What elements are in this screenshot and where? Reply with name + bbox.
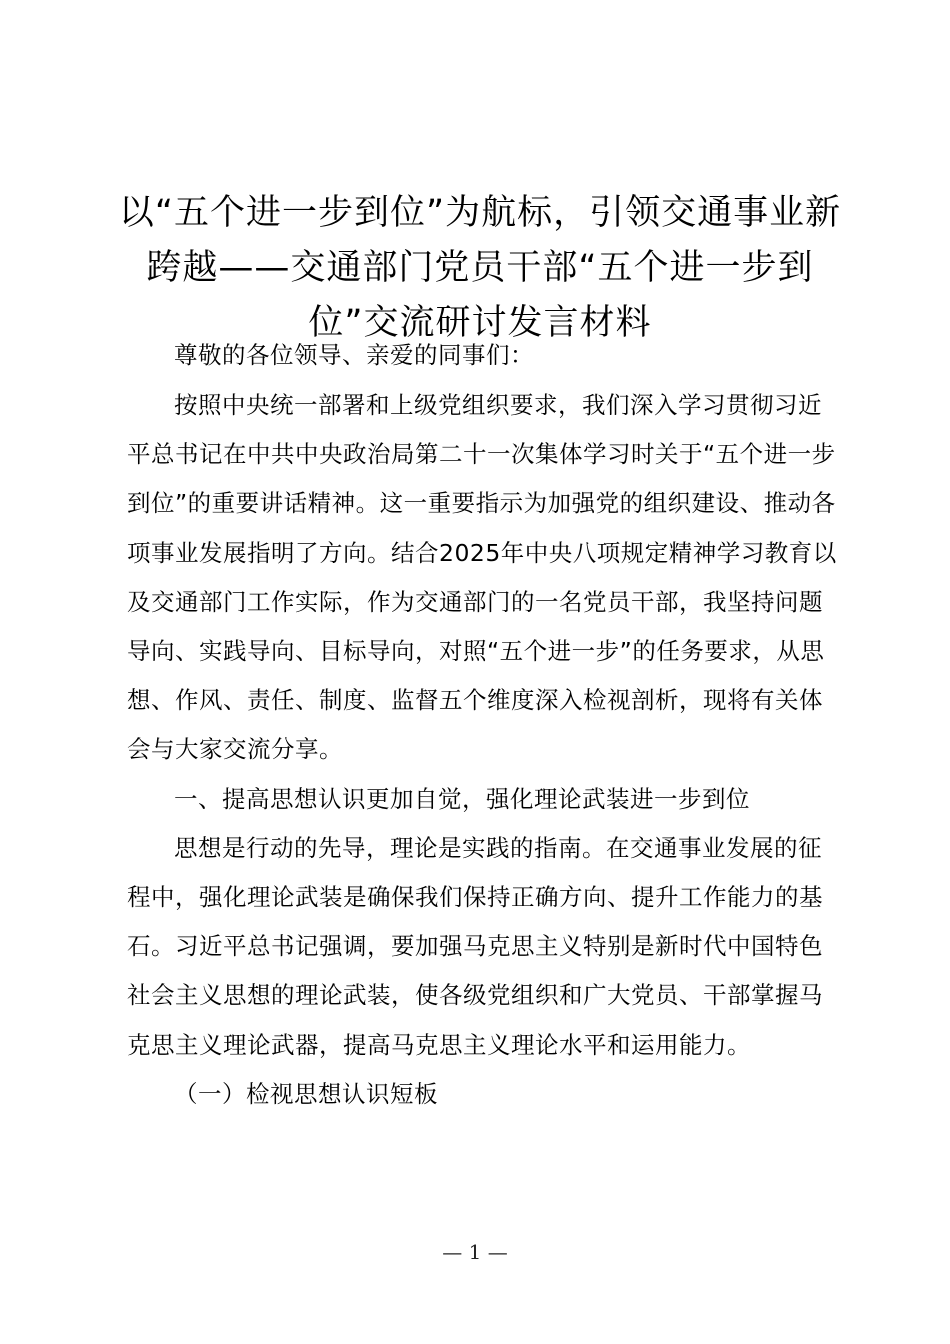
page-number: — 1 — (442, 1240, 508, 1264)
section-heading-1: 一、提高思想认识更加自觉，强化理论武装进一步到位 (174, 784, 750, 813)
salutation-block (127, 331, 837, 380)
paragraph-section-1: 思想是行动的先导，理论是实践的指南。在交通事业发展的征程中，强化理论武装是确保我们保持正确方向、提升工作能力的基石。习近平总书记强调，要加强马克思主义特别是新时代中国特色社会主义思想的理论武装，使各级党组织和广大党员、干部掌握马克思主义理论武器，提高马克思主义理论水平和运用能力。 (127, 833, 823, 1059)
subsection-heading-1: （一）检视思想认识短板 (174, 1079, 438, 1108)
paragraph-intro: 按照中央统一部署和上级党组织要求，我们深入学习贯彻习近平总书记在中共中央政治局第二十一次集体学习时关于“五个进一步到位”的重要讲话精神。这一重要指示为加强党的组织建设、推动各项事业发展指明了方向。结合2025年中央八项规定精神学习教育以及交通部门工作实际，作为交通部门的一名党员干部，我坚持问题导向、实践导向、目标导向，对照“五个进一步”的任务要求，从思想、作风、责任、制度、监督五个维度深入检视剖析，现将有关体会与大家交流分享。 (127, 391, 837, 764)
document-body (127, 381, 837, 1119)
salutation: 尊敬的各位领导、亲爱的同事们： (174, 341, 534, 369)
document-title: 以“五个进一步到位”为航标，引领交通事业新跨越——交通部门党员干部“五个进一步到位”交流研讨发言材料 (118, 193, 842, 343)
